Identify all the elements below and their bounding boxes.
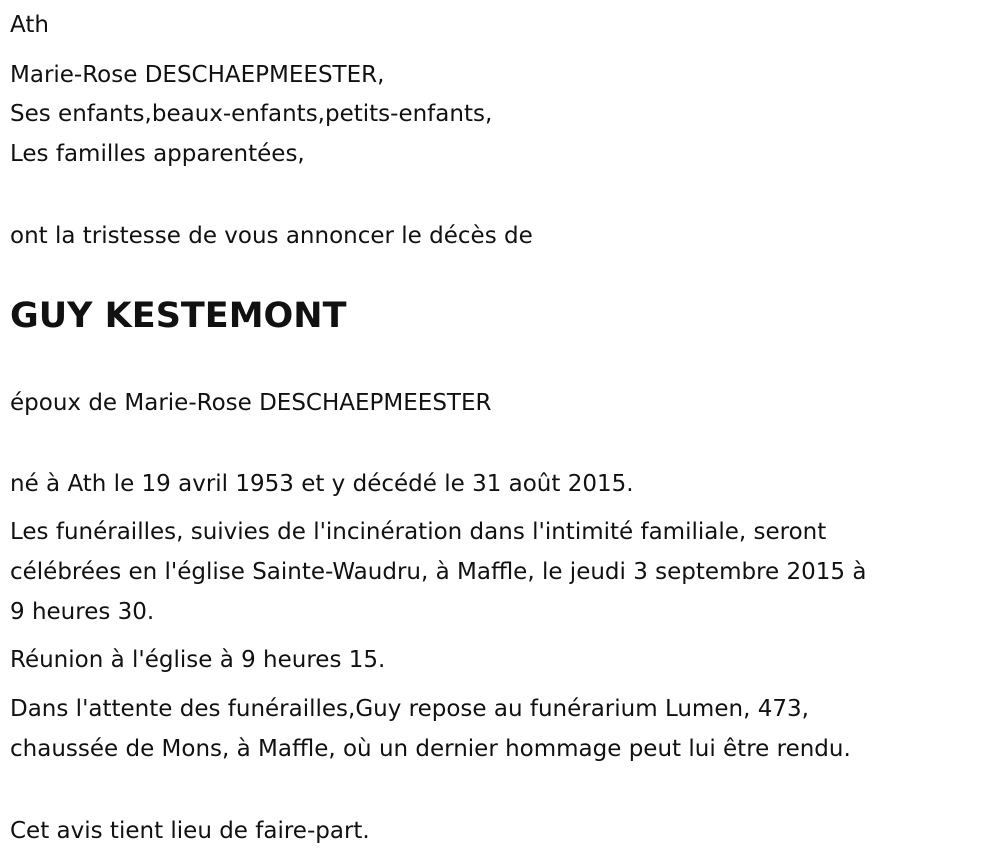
closing-line: Cet avis tient lieu de faire-part. [10, 818, 370, 844]
announcement: ont la tristesse de vous annoncer le décès de [10, 223, 533, 249]
birth-death-line: né à Ath le 19 avril 1953 et y décédé le 31 août 2015. [10, 471, 634, 497]
repose-line: chaussée de Mons, à Maffle, où un dernier hommage peut lui être rendu. [10, 736, 851, 762]
family-line: Ses enfants,beaux-enfants,petits-enfants, [10, 101, 493, 127]
deceased-name: GUY KESTEMONT [10, 296, 347, 336]
funeral-line: 9 heures 30. [10, 599, 155, 625]
family-line: Marie-Rose DESCHAEPMEESTER, [10, 62, 385, 88]
location: Ath [10, 12, 49, 38]
funeral-line: célébrées en l'église Sainte-Waudru, à Maffle, le jeudi 3 septembre 2015 à [10, 559, 867, 585]
meeting-line: Réunion à l'église à 9 heures 15. [10, 647, 386, 673]
funeral-line: Les funérailles, suivies de l'incinération dans l'intimité familiale, seront [10, 519, 827, 545]
family-line: Les familles apparentées, [10, 141, 305, 167]
spouse-line: époux de Marie-Rose DESCHAEPMEESTER [10, 390, 492, 416]
repose-line: Dans l'attente des funérailles,Guy repose au funérarium Lumen, 473, [10, 696, 809, 722]
